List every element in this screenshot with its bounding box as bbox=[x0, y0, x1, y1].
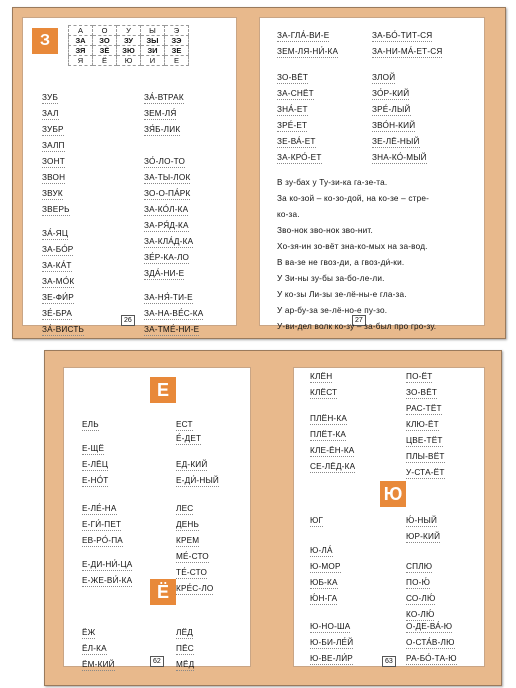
page-62 bbox=[63, 367, 251, 667]
sentence-line: У Зи-ны зу-бы за-бо-ле-ли. bbox=[277, 274, 385, 283]
book-spread-top bbox=[12, 7, 506, 339]
word-item: ЕД-КИЙ bbox=[176, 460, 208, 469]
word-item: СО-ЛЮ́ bbox=[406, 594, 436, 603]
word-item: ЗА-РЯ́Д-КА bbox=[144, 221, 189, 230]
sentence-line: В зу-бах у Ту-зи-ка га-зе-та. bbox=[277, 178, 388, 187]
word-item: ЗВЕРЬ bbox=[42, 205, 70, 214]
word-item: Е-ДИ́-НЫЙ bbox=[176, 476, 219, 485]
word-item: Е-ЛЕ́-НА bbox=[82, 504, 117, 513]
syllable-cell: О bbox=[93, 26, 117, 36]
word-item: ПЁС bbox=[176, 644, 194, 653]
word-item: Ю-ВЕ-ЛИ́Р bbox=[310, 654, 353, 663]
syllable-cell: Ы bbox=[141, 26, 165, 36]
page-63 bbox=[293, 367, 485, 667]
word-item: Ю́-НЫЙ bbox=[406, 516, 438, 525]
syllable-cell: У bbox=[117, 26, 141, 36]
word-item: ЗА-КА́Т bbox=[42, 261, 72, 270]
page-number: 63 bbox=[382, 656, 396, 667]
sentence-line: У-ви-дел волк ко-зу – за-был про гро-зу. bbox=[277, 322, 437, 331]
word-item: Е́-ДЕТ bbox=[176, 434, 202, 443]
word-item: ПЛЁН-КА bbox=[310, 414, 347, 423]
syllable-cell: ЗЫ bbox=[141, 36, 165, 46]
word-item: ЗДА́-НИ-Е bbox=[144, 269, 185, 278]
word-item: Ю-МОР bbox=[310, 562, 341, 571]
word-item: У-СТА-ЁТ bbox=[406, 468, 445, 477]
word-item: ТЕ́-СТО bbox=[176, 568, 208, 577]
syllable-cell: ЗА bbox=[69, 36, 93, 46]
sentence-line: У ар-бу-за зе-лё-но-е пу-зо. bbox=[277, 306, 388, 315]
word-item: КРЕ́С-ЛО bbox=[176, 584, 214, 593]
word-item: ЗОНТ bbox=[42, 157, 65, 166]
letter-tile-yu: Ю bbox=[380, 481, 406, 507]
word-item: ЮГ bbox=[310, 516, 324, 525]
word-item: ЗЯ́Б-ЛИК bbox=[144, 125, 181, 134]
word-item: ЗРЕ́-ЕТ bbox=[277, 121, 308, 130]
syllable-row bbox=[69, 26, 189, 36]
book-spread-bottom bbox=[44, 350, 502, 686]
word-item: МЁД bbox=[176, 660, 195, 669]
word-item: ПЛЁТ-КА bbox=[310, 430, 347, 439]
word-item: ЮБ-КА bbox=[310, 578, 338, 587]
word-item: ЗА-МО́К bbox=[42, 277, 75, 286]
word-item: ЗЛОЙ bbox=[372, 73, 396, 82]
word-item: ЛЁД bbox=[176, 628, 193, 637]
syllable-cell: Ю bbox=[117, 56, 141, 66]
syllable-cell: А bbox=[69, 26, 93, 36]
word-item: ЗЕ́Р-КА-ЛО bbox=[144, 253, 190, 262]
word-item: Е-ЖЕ-ВИ́-КА bbox=[82, 576, 133, 585]
word-item: ЮР-КИЙ bbox=[406, 532, 441, 541]
word-item: ПО-Ю́ bbox=[406, 578, 431, 587]
page-number: 27 bbox=[352, 315, 366, 326]
word-item: ЗЕ-ФИ́Р bbox=[42, 293, 74, 302]
syllable-cell: Я bbox=[69, 56, 93, 66]
word-item: ЗА́-ВТРАК bbox=[144, 93, 184, 102]
syllable-cell: ЗЮ bbox=[117, 46, 141, 56]
word-item: КО-ЛЮ́ bbox=[406, 610, 435, 619]
word-item: ЁЛ-КА bbox=[82, 644, 107, 653]
word-item: ЗА-НИ-МА́-ЕТ-СЯ bbox=[372, 47, 443, 56]
word-item: Е-ГИ́-ПЕТ bbox=[82, 520, 122, 529]
word-item: ЗА-ГЛА́-ВИ-Е bbox=[277, 31, 330, 40]
word-item: ЗЕМ-ЛЯ-НИ́-КА bbox=[277, 47, 339, 56]
word-item: ЗА-СНЁТ bbox=[277, 89, 314, 98]
sentence-line: Зво-нок зво-нок зво-нит. bbox=[277, 226, 373, 235]
syllable-cell: ЗУ bbox=[117, 36, 141, 46]
letter-tile-e: Е bbox=[150, 377, 176, 403]
word-item: Е-ДИ-НИ́-ЦА bbox=[82, 560, 133, 569]
syllable-cell: ЗЁ bbox=[93, 46, 117, 56]
word-item: СЕ-ЛЁД-КА bbox=[310, 462, 356, 471]
word-item: ЗО́-ЛО-ТО bbox=[144, 157, 186, 166]
word-item: ЗВУК bbox=[42, 189, 63, 198]
word-item: ЁМ-КИЙ bbox=[82, 660, 115, 669]
word-item: Ю-БИ-ЛЕ́Й bbox=[310, 638, 354, 647]
word-item: ЕСТ bbox=[176, 420, 193, 429]
word-item: ЁЖ bbox=[82, 628, 96, 637]
word-item: ЗО-ВЁТ bbox=[406, 388, 438, 397]
sentence-line: Хо-зя-ин зо-вёт зна-ко-мых на за-вод. bbox=[277, 242, 428, 251]
word-item: РАС-ТЁТ bbox=[406, 404, 442, 413]
word-item: ЗО-ВЁТ bbox=[277, 73, 309, 82]
syllable-table bbox=[68, 25, 189, 66]
word-item: ЦВЕ-ТЁТ bbox=[406, 436, 443, 445]
word-item: ЗВОН bbox=[42, 173, 66, 182]
word-item: ЗО́Р-КИЙ bbox=[372, 89, 410, 98]
word-item: ЗУБ bbox=[42, 93, 59, 102]
syllable-cell: ЗЕ bbox=[165, 46, 189, 56]
word-item: ЗА-ТЫ-ЛОК bbox=[144, 173, 191, 182]
word-item: ЗА-БО́-ТИТ-СЯ bbox=[372, 31, 433, 40]
syllable-row bbox=[69, 36, 189, 46]
word-item: ЗА́-ВИСТЬ bbox=[42, 325, 85, 334]
syllable-row bbox=[69, 56, 189, 66]
word-item: ЗА-КО́Л-КА bbox=[144, 205, 189, 214]
word-item: ЗВО́Н-КИЙ bbox=[372, 121, 416, 130]
word-item: ЗЕМ-ЛЯ́ bbox=[144, 109, 177, 118]
word-item: ЗА́-ЯЦ bbox=[42, 229, 69, 238]
word-item: ЗУБР bbox=[42, 125, 64, 134]
syllable-row bbox=[69, 46, 189, 56]
word-item: КЛЮ-ЁТ bbox=[406, 420, 439, 429]
syllable-cell: Э bbox=[165, 26, 189, 36]
word-item: КЛЕ-ЁН-КА bbox=[310, 446, 355, 455]
word-item: Ю́Н-ГА bbox=[310, 594, 338, 603]
word-item: ЗА-КЛА́Д-КА bbox=[144, 237, 194, 246]
sentence-line: У ко-зы Ли-зы зе-лё-ны-е гла-за. bbox=[277, 290, 407, 299]
word-item: КЛЁСТ bbox=[310, 388, 338, 397]
word-item: ЗАЛП bbox=[42, 141, 65, 150]
page-number: 62 bbox=[150, 656, 164, 667]
word-item: ЗРЕ́-ЛЫЙ bbox=[372, 105, 411, 114]
syllable-cell: Ё bbox=[93, 56, 117, 66]
word-item: ЗА-БО́Р bbox=[42, 245, 74, 254]
word-item: ЗА-КРО́-ЕТ bbox=[277, 153, 322, 162]
word-item: ЗЕ́-БРА bbox=[42, 309, 73, 318]
word-item: ЕЛЬ bbox=[82, 420, 99, 429]
word-item: ПЛЫ-ВЁТ bbox=[406, 452, 445, 461]
word-item: ЕВ-РО́-ПА bbox=[82, 536, 123, 545]
word-item: ЗА-ТМЕ́-НИ-Е bbox=[144, 325, 200, 334]
letter-tile-z: З bbox=[32, 28, 58, 54]
word-item: Е-НО́Т bbox=[82, 476, 109, 485]
word-item: ПО-ЁТ bbox=[406, 372, 433, 381]
word-item: ЗНА́-ЕТ bbox=[277, 105, 308, 114]
sentence-line: За ко-зой – ко-зо-дой, на ко-зе – стре- bbox=[277, 194, 430, 203]
word-item: Е-ЛЁЦ bbox=[82, 460, 109, 469]
word-item: ЗНА-КО́-МЫЙ bbox=[372, 153, 427, 162]
word-item: Ю-НО-ША bbox=[310, 622, 351, 631]
word-item: ЗА-НЯ́-ТИ-Е bbox=[144, 293, 193, 302]
syllable-cell: ЗЭ bbox=[165, 36, 189, 46]
sentence-line: ко-за. bbox=[277, 210, 300, 219]
word-item: О-СТА́В-ЛЮ bbox=[406, 638, 455, 647]
word-item: СПЛЮ bbox=[406, 562, 433, 571]
page-number: 26 bbox=[121, 315, 135, 326]
word-item: ЗА-НА-ВЕ́С-КА bbox=[144, 309, 204, 318]
word-item: РА-БО́-ТА-Ю bbox=[406, 654, 457, 663]
word-item: ЗЕ-ВА́-ЕТ bbox=[277, 137, 316, 146]
letter-tile-yo: Ё bbox=[150, 579, 176, 605]
syllable-cell: ЗИ bbox=[141, 46, 165, 56]
word-item: Е-ЩЁ bbox=[82, 444, 105, 453]
word-item: О-ДЕ-ВА́-Ю bbox=[406, 622, 453, 631]
word-item: КЛЁН bbox=[310, 372, 333, 381]
word-item: ЗЕ-ЛЁ-НЫЙ bbox=[372, 137, 420, 146]
sentence-line: В ва-зе не гвоз-ди, а гвоз-ди́-ки. bbox=[277, 258, 405, 267]
word-item: ДЕНЬ bbox=[176, 520, 200, 529]
word-item: ЗАЛ bbox=[42, 109, 59, 118]
syllable-cell: И bbox=[141, 56, 165, 66]
word-item: МЕ́-СТО bbox=[176, 552, 209, 561]
syllable-cell: Е bbox=[165, 56, 189, 66]
word-item: Ю-ЛА́ bbox=[310, 546, 333, 555]
word-item: КРЕМ bbox=[176, 536, 200, 545]
syllable-cell: ЗЯ bbox=[69, 46, 93, 56]
word-item: ЛЕС bbox=[176, 504, 194, 513]
page-26 bbox=[22, 17, 237, 334]
page-27 bbox=[259, 17, 485, 331]
syllable-cell: ЗО bbox=[93, 36, 117, 46]
word-item: ЗО-О-ПА́РК bbox=[144, 189, 191, 198]
